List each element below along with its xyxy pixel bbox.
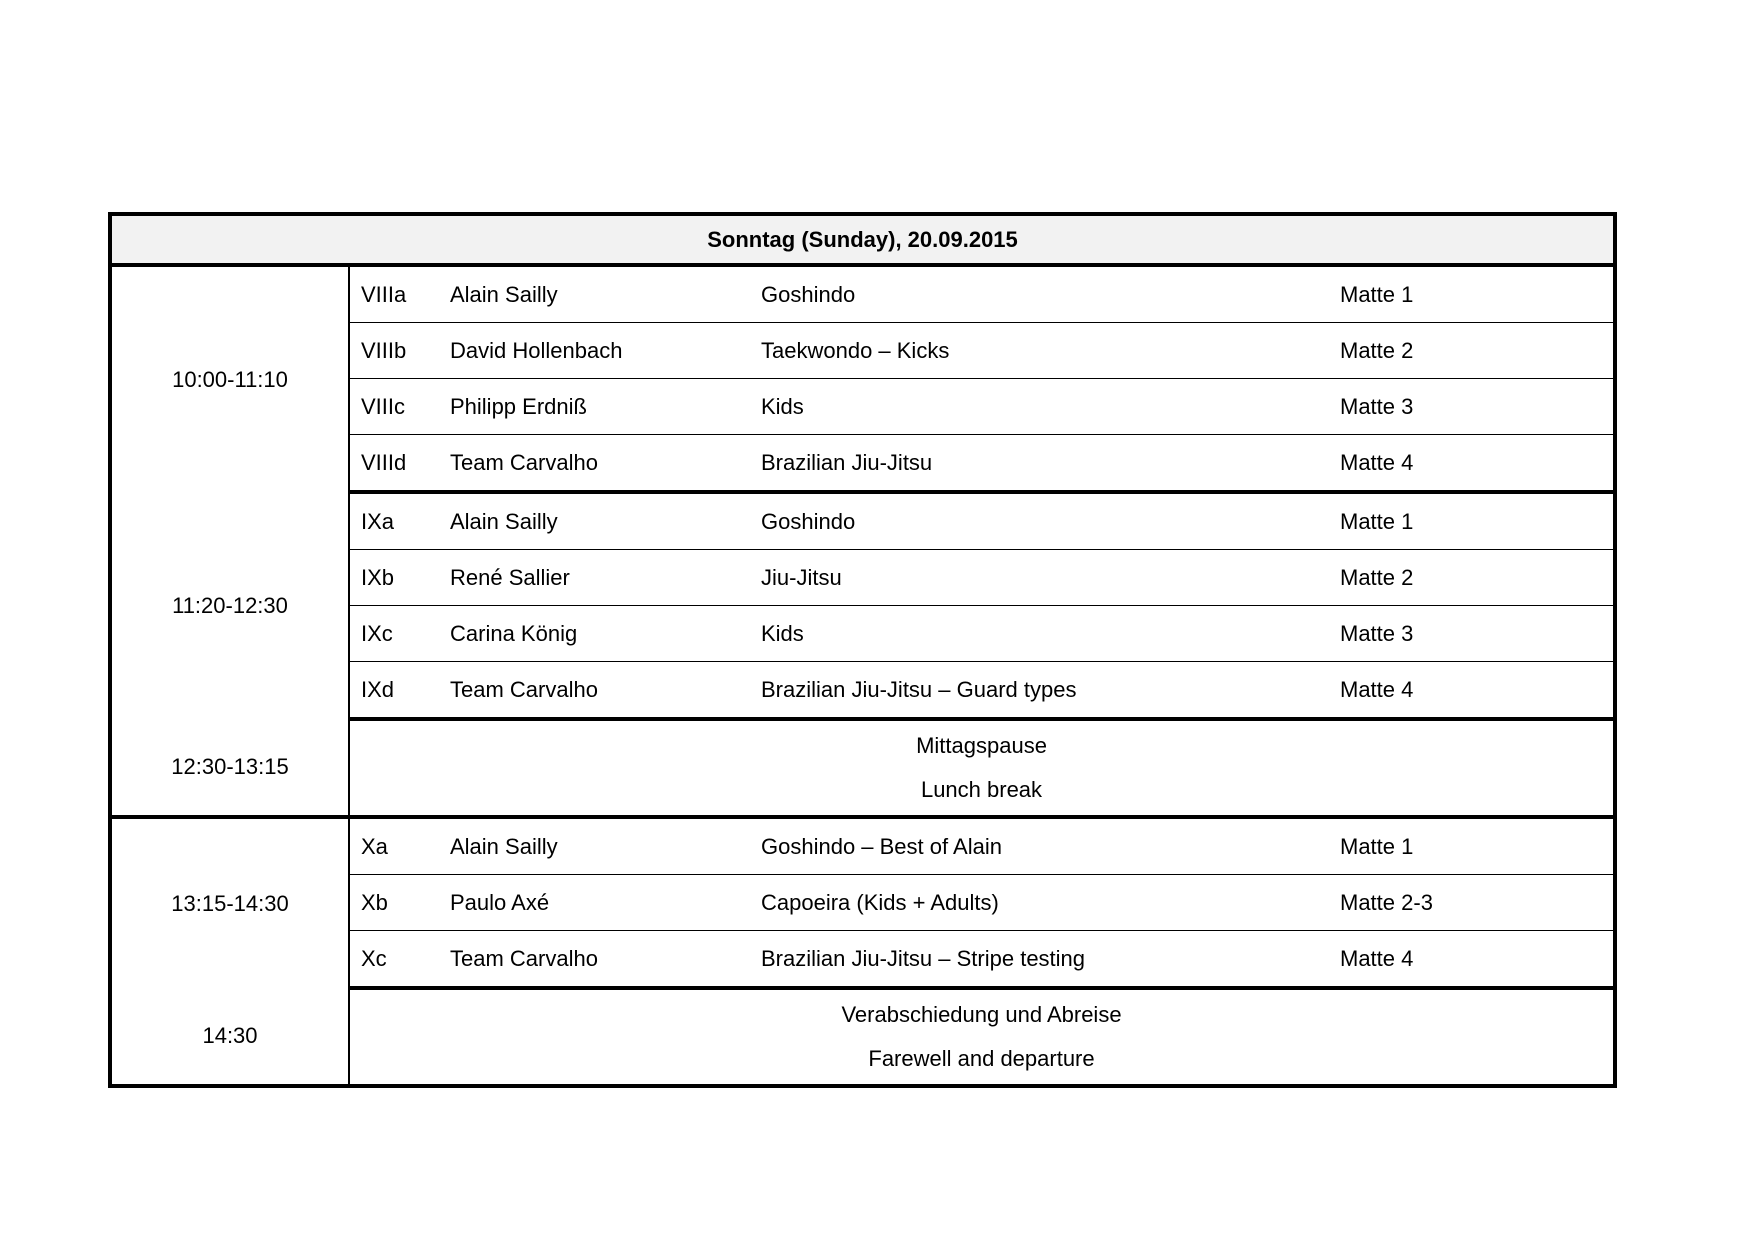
instructor-name: Carina König — [439, 606, 750, 662]
instructor-name: Team Carvalho — [439, 662, 750, 720]
mat-number: Matte 4 — [1329, 931, 1615, 989]
session-topic: Taekwondo – Kicks — [750, 323, 1329, 379]
instructor-name: Team Carvalho — [439, 931, 750, 989]
mat-number: Matte 4 — [1329, 435, 1615, 493]
break-line: Farewell and departure — [868, 1046, 1095, 1071]
mat-number: Matte 2-3 — [1329, 875, 1615, 931]
session-code: Xb — [349, 875, 439, 931]
session-code: IXb — [349, 550, 439, 606]
schedule-page — [108, 212, 1613, 1088]
session-topic: Brazilian Jiu-Jitsu — [750, 435, 1329, 493]
schedule-row — [110, 817, 1615, 875]
schedule-table — [108, 212, 1617, 1088]
session-topic: Capoeira (Kids + Adults) — [750, 875, 1329, 931]
break-row — [110, 988, 1615, 1086]
break-line: Verabschiedung und Abreise — [841, 1002, 1122, 1027]
schedule-title: Sonntag (Sunday), 20.09.2015 — [110, 214, 1615, 265]
instructor-name: Alain Sailly — [439, 492, 750, 550]
session-topic: Brazilian Jiu-Jitsu – Stripe testing — [750, 931, 1329, 989]
instructor-name: David Hollenbach — [439, 323, 750, 379]
session-code: IXc — [349, 606, 439, 662]
session-code: IXd — [349, 662, 439, 720]
session-topic: Kids — [750, 379, 1329, 435]
instructor-name: Paulo Axé — [439, 875, 750, 931]
session-topic: Kids — [750, 606, 1329, 662]
time-slot: 13:15-14:30 — [110, 817, 349, 988]
break-line: Lunch break — [920, 777, 1043, 802]
session-code: VIIId — [349, 435, 439, 493]
mat-number: Matte 2 — [1329, 550, 1615, 606]
mat-number: Matte 1 — [1329, 265, 1615, 323]
schedule-row — [110, 265, 1615, 323]
mat-number: Matte 3 — [1329, 606, 1615, 662]
instructor-name: Philipp Erdniß — [439, 379, 750, 435]
mat-number: Matte 1 — [1329, 492, 1615, 550]
mat-number: Matte 1 — [1329, 817, 1615, 875]
session-code: Xa — [349, 817, 439, 875]
session-topic: Jiu-Jitsu — [750, 550, 1329, 606]
schedule-row — [110, 492, 1615, 550]
time-slot: 14:30 — [110, 988, 349, 1086]
session-code: IXa — [349, 492, 439, 550]
session-topic: Goshindo — [750, 492, 1329, 550]
mat-number: Matte 4 — [1329, 662, 1615, 720]
session-code: VIIIc — [349, 379, 439, 435]
time-slot: 11:20-12:30 — [110, 492, 349, 719]
break-description — [349, 988, 1615, 1086]
instructor-name: Team Carvalho — [439, 435, 750, 493]
instructor-name: René Sallier — [439, 550, 750, 606]
mat-number: Matte 3 — [1329, 379, 1615, 435]
session-topic: Brazilian Jiu-Jitsu – Guard types — [750, 662, 1329, 720]
session-code: VIIIb — [349, 323, 439, 379]
instructor-name: Alain Sailly — [439, 265, 750, 323]
break-line: Mittagspause — [916, 733, 1047, 758]
break-description — [349, 719, 1615, 817]
instructor-name: Alain Sailly — [439, 817, 750, 875]
session-code: Xc — [349, 931, 439, 989]
mat-number: Matte 2 — [1329, 323, 1615, 379]
time-slot: 10:00-11:10 — [110, 265, 349, 492]
session-code: VIIIa — [349, 265, 439, 323]
break-row — [110, 719, 1615, 817]
time-slot: 12:30-13:15 — [110, 719, 349, 817]
session-topic: Goshindo – Best of Alain — [750, 817, 1329, 875]
session-topic: Goshindo — [750, 265, 1329, 323]
